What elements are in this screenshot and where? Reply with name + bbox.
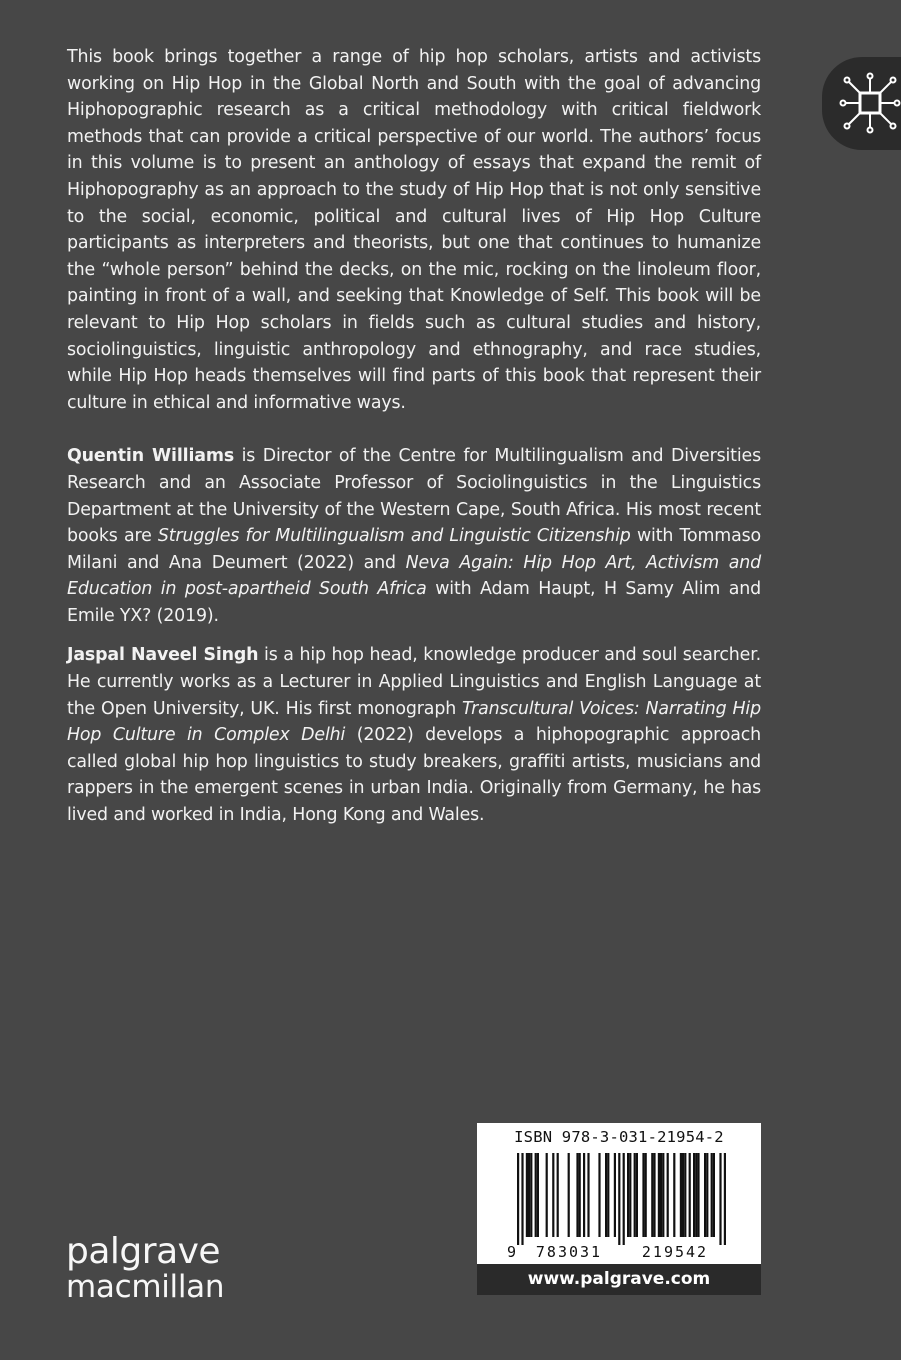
barcode-bar — [634, 1153, 636, 1237]
book-description: This book brings together a range of hip hop scholars, artists and activists working on Hip Hop in the Global North and South with the goal of advancing Hiphopographic research as a critical methodology with critical fieldwork methods that can provide a critical perspective of our world. The authors’ focus in this volume is to present an anthology of essays that expand the remit of Hiphopography as an approach to the study of Hip Hop that is not only sensitive to the social, economic, political and cultural lives of Hip Hop Culture participants as interpreters and theorists, but one that continues to humanize the “whole person” behind the decks, on the mic, rocking on the linoleum floor, painting in front of a wall, and seeking that Knowledge of Self. This book will be relevant to Hip Hop scholars in fields such as cultural studies and history, sociolinguistics, linguistic anthropology and ethnography, and race studies, while Hip Hop heads themselves will find parts of this book that represent their culture in ethical and informative ways. — [67, 47, 761, 413]
barcode-bar — [680, 1153, 682, 1237]
barcode-digits-right: 219542 — [641, 1243, 709, 1261]
publisher-logo — [66, 1233, 224, 1303]
barcode-bar — [623, 1153, 625, 1245]
bio-text: (2022) develops a hiphopographic approach called global hip hop linguistics to study breakers, graffiti artists, musicians and rappers in the emergent scenes in urban India. Originally from Germany, he has lived and worked in India, Hong Kong and Wales. — [67, 725, 761, 826]
book-title: Neva Again: Hip Hop Art, Activism and Education in post-apartheid South Africa — [67, 552, 761, 600]
barcode-bar — [627, 1153, 629, 1237]
series-tab — [822, 57, 901, 150]
barcode-bar — [537, 1153, 539, 1237]
barcode-bar — [693, 1153, 695, 1237]
barcode-digit-first: 9 — [507, 1243, 517, 1261]
barcode-bar — [618, 1153, 620, 1245]
barcode-bar — [695, 1153, 697, 1237]
author-name: Quentin Williams — [67, 446, 235, 467]
book-title: Transcultural Voices: Narrating Hip Hop Culture in Complex Delhi — [67, 698, 761, 746]
publisher-logo-line2: macmillan — [66, 1269, 225, 1305]
barcode-bar — [662, 1153, 664, 1237]
barcode-bar — [724, 1153, 726, 1245]
back-cover-text — [67, 44, 761, 842]
book-title: Struggles for Multilingualism and Linguistic Citizenship — [157, 526, 631, 547]
barcode-bar — [642, 1153, 644, 1237]
barcode-bar — [660, 1153, 662, 1237]
publisher-logo-line1: palgrave — [66, 1231, 221, 1272]
bio-text: is a hip hop head, knowledge producer and soul searcher. He currently works as a Lecturer in Applied Linguistics and English Language at the Open University, UK. His first monograph — [67, 645, 761, 719]
barcode-bar — [689, 1153, 691, 1237]
barcode-bar — [587, 1153, 589, 1237]
barcode-bar — [713, 1153, 715, 1237]
barcode-bar — [579, 1153, 581, 1237]
barcode-bar — [605, 1153, 607, 1237]
barcode-bar — [517, 1153, 519, 1245]
barcode-bar — [530, 1153, 532, 1237]
bio-text: with Adam Haupt, H Samy Alim and Emile YX? (2019). — [67, 579, 761, 626]
publisher-website: www.palgrave.com — [477, 1264, 761, 1295]
barcode-bar — [711, 1153, 713, 1237]
author-bio-quentin-williams — [67, 443, 761, 629]
barcode-bar — [673, 1153, 675, 1237]
bio-text: is Director of the Centre for Multilingualism and Diversities Research and an Associate Professor of Sociolinguistics in the Linguistics Department at the University of the Western Cape, South Africa. His most recent books are — [67, 446, 761, 547]
barcode-bar — [528, 1153, 530, 1237]
barcode-bar — [704, 1153, 706, 1237]
barcode-bar — [535, 1153, 537, 1237]
barcode-bar — [557, 1153, 559, 1237]
barcode-bar — [697, 1153, 699, 1237]
barcode-bar — [576, 1153, 578, 1237]
barcode-bar — [629, 1153, 631, 1237]
barcode-bar — [682, 1153, 684, 1237]
barcode-bar — [583, 1153, 585, 1237]
author-bio-jaspal-naveel-singh — [67, 642, 761, 828]
isbn-label: ISBN 978-3-031-21954-2 — [514, 1128, 724, 1146]
barcode-bar — [552, 1153, 554, 1237]
barcode-bar — [521, 1153, 523, 1245]
barcode-bar — [706, 1153, 708, 1237]
barcode-bar — [658, 1153, 660, 1237]
circuit-square-icon — [838, 71, 901, 135]
barcode-block — [477, 1123, 761, 1295]
barcode-bar — [684, 1153, 686, 1237]
bio-text: with Tommaso Milani and Ana Deumert (2022) and — [67, 526, 762, 573]
barcode-digits-left: 783031 — [535, 1243, 603, 1261]
barcode-icon — [477, 1151, 761, 1261]
barcode-bar — [614, 1153, 616, 1237]
barcode-bar — [645, 1153, 647, 1237]
barcode-bar — [546, 1153, 548, 1237]
barcode-bar — [526, 1153, 528, 1237]
barcode-bar — [653, 1153, 655, 1237]
barcode-bar — [568, 1153, 570, 1237]
barcode-bar — [667, 1153, 669, 1237]
barcode-bar — [651, 1153, 653, 1237]
barcode-bar — [636, 1153, 638, 1237]
barcode-bar — [598, 1153, 600, 1237]
author-name: Jaspal Naveel Singh — [67, 645, 259, 666]
barcode-bar — [719, 1153, 721, 1245]
barcode-bar — [607, 1153, 609, 1237]
